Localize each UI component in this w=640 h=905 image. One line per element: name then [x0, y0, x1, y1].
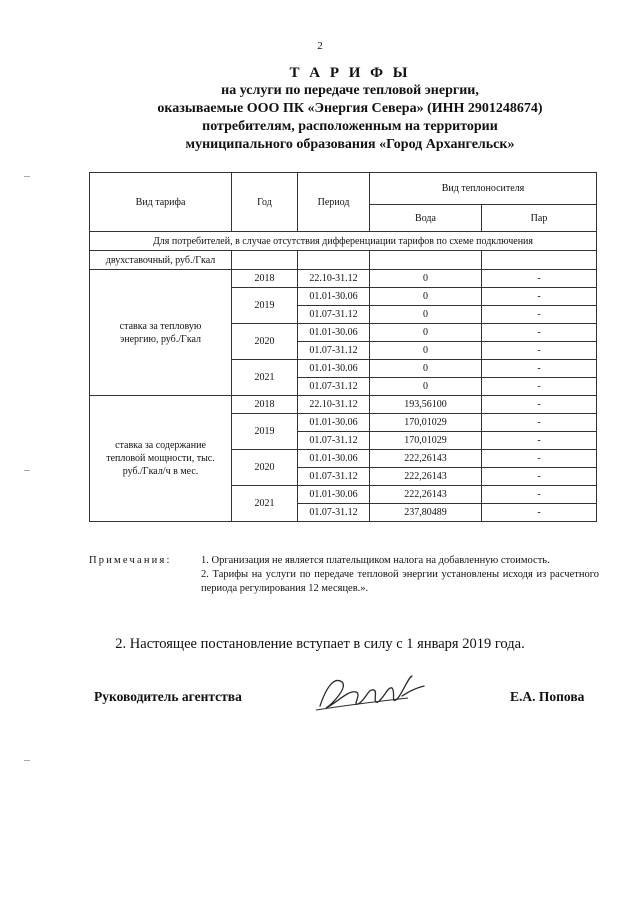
cell-water: 170,01029	[370, 414, 482, 432]
cell-year: 2018	[232, 270, 298, 288]
cell-water: 222,26143	[370, 450, 482, 468]
cell-steam: -	[482, 378, 597, 396]
cell-steam: -	[482, 342, 597, 360]
title-line: потребителям, расположенным на территории	[202, 119, 498, 134]
margin-mark	[24, 760, 30, 761]
cell-steam: -	[482, 468, 597, 486]
section-title: Для потребителей, в случае отсутствия дифференциации тарифов по схеме подключения	[90, 232, 597, 251]
cell-year: 2021	[232, 360, 298, 396]
cell-steam: -	[482, 396, 597, 414]
cell-steam: -	[482, 306, 597, 324]
cell-steam: -	[482, 270, 597, 288]
energy-rate-label: ставка за тепловую энергию, руб./Гкал	[90, 270, 232, 396]
cell-water: 0	[370, 360, 482, 378]
title-line: на услуги по передаче тепловой энергии,	[221, 83, 479, 98]
cell-water: 237,80489	[370, 504, 482, 522]
cell-period: 01.01-30.06	[298, 486, 370, 504]
cell-period: 01.07-31.12	[298, 468, 370, 486]
header-year: Год	[232, 173, 298, 232]
cell-water: 170,01029	[370, 432, 482, 450]
cell-water: 193,56100	[370, 396, 482, 414]
header-period: Период	[298, 173, 370, 232]
two-part-label: двухставочный, руб./Гкал	[90, 251, 232, 270]
cell-year: 2020	[232, 324, 298, 360]
cell-steam: -	[482, 432, 597, 450]
cell-water: 0	[370, 324, 482, 342]
cell-steam: -	[482, 414, 597, 432]
cell-period: 01.01-30.06	[298, 414, 370, 432]
cell-water: 222,26143	[370, 486, 482, 504]
tariff-table	[89, 172, 597, 522]
capacity-rate-label: ставка за содержание тепловой мощности, тыс. руб./Гкал/ч в мес.	[90, 396, 232, 522]
cell-water: 0	[370, 378, 482, 396]
margin-mark	[24, 470, 30, 471]
cell-water: 0	[370, 342, 482, 360]
effective-date-clause: 2. Настоящее постановление вступает в силу с 1 января 2019 года.	[115, 636, 525, 652]
cell-water: 222,26143	[370, 468, 482, 486]
cell-year: 2018	[232, 396, 298, 414]
cell-steam: -	[482, 288, 597, 306]
title-heading: Т А Р И Ф Ы	[289, 65, 411, 81]
cell-period: 22.10-31.12	[298, 270, 370, 288]
margin-mark	[24, 176, 30, 177]
header-tariff-type: Вид тарифа	[90, 173, 232, 232]
cell-period: 01.01-30.06	[298, 450, 370, 468]
signatory-name: Е.А. Попова	[510, 689, 585, 704]
cell-year: 2020	[232, 450, 298, 486]
notes-label: Примечания:	[89, 555, 172, 566]
cell-year: 2019	[232, 288, 298, 324]
title-line: оказываемые ООО ПК «Энергия Севера» (ИНН 2901248674)	[157, 101, 543, 116]
cell-period: 01.01-30.06	[298, 288, 370, 306]
cell-period: 01.07-31.12	[298, 306, 370, 324]
cell-water: 0	[370, 288, 482, 306]
document-title	[60, 64, 640, 154]
page-number: 2	[317, 40, 323, 52]
header-carrier: Вид теплоносителя	[370, 173, 597, 205]
cell-steam: -	[482, 504, 597, 522]
cell-period: 01.07-31.12	[298, 342, 370, 360]
cell-year: 2019	[232, 414, 298, 450]
cell-steam: -	[482, 450, 597, 468]
cell-water: 0	[370, 270, 482, 288]
note-item: 1. Организация не является плательщиком налога на добавленную стоимость.	[201, 555, 550, 566]
cell-steam: -	[482, 324, 597, 342]
header-water: Вода	[370, 205, 482, 232]
title-line: муниципального образования «Город Архангельск»	[185, 137, 515, 152]
cell-period: 01.07-31.12	[298, 504, 370, 522]
cell-water: 0	[370, 306, 482, 324]
cell-steam: -	[482, 360, 597, 378]
signatory-role: Руководитель агентства	[94, 689, 242, 704]
cell-period: 22.10-31.12	[298, 396, 370, 414]
cell-period: 01.07-31.12	[298, 432, 370, 450]
notes-items	[201, 554, 599, 596]
note-item: 2. Тарифы на услуги по передаче тепловой энергии установлены исходя из расчетного периода регулирования 12 месяцев.».	[201, 569, 599, 594]
handwritten-signature	[312, 668, 432, 716]
cell-period: 01.01-30.06	[298, 324, 370, 342]
cell-period: 01.07-31.12	[298, 378, 370, 396]
cell-period: 01.01-30.06	[298, 360, 370, 378]
cell-steam: -	[482, 486, 597, 504]
header-steam: Пар	[482, 205, 597, 232]
cell-year: 2021	[232, 486, 298, 522]
